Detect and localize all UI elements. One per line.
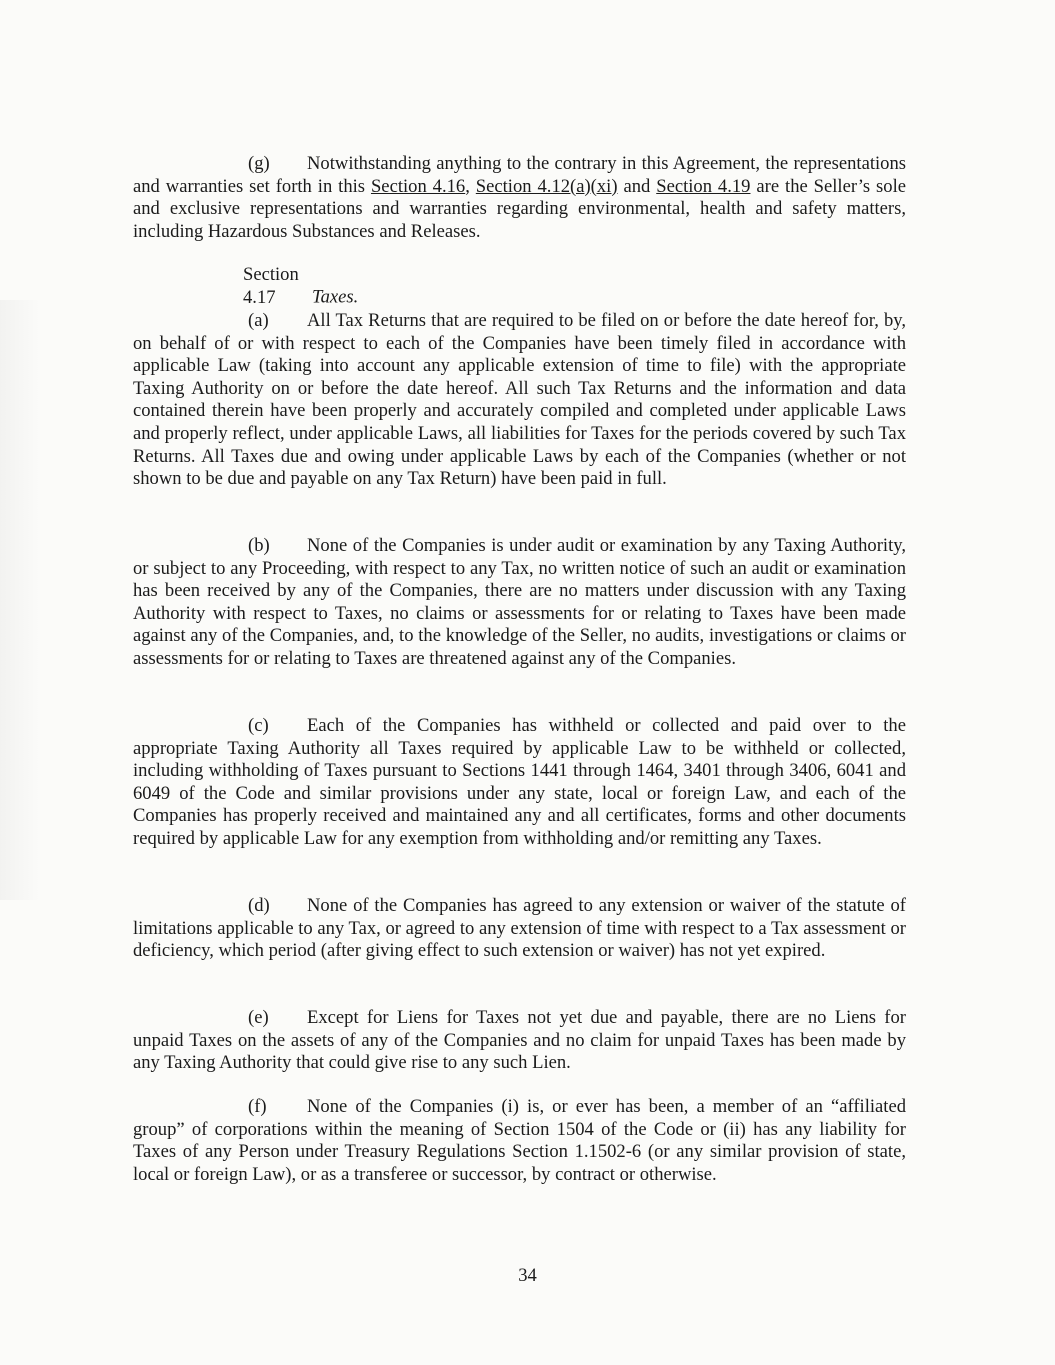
section-number: Section 4.17 (243, 264, 299, 308)
paragraph-d-label: (d) (248, 895, 270, 916)
paragraph-a-label: (a) (248, 310, 269, 331)
paragraph-a (133, 310, 906, 491)
page-number: 34 (518, 1265, 537, 1286)
paragraph-b-label: (b) (248, 535, 270, 556)
paragraph-g-label: (g) (248, 153, 270, 174)
paragraph-c-label: (c) (248, 715, 269, 736)
paragraph-c (133, 715, 906, 851)
paragraph-a-text: All Tax Returns that are required to be filed on or before the date hereof for, by, on behalf of or with respect to each of the Companies have been timely filed in accordance with applicable Law (taking into account any applicable extension of time to file) with the appropriate Taxing Authority on or before the date hereof. All such Tax Returns and the information and data contained therein have been properly and accurately compiled and completed under applicable Laws and properly reflect, under applicable Laws, all liabilities for Taxes for the periods covered by such Tax Returns. All Taxes due and owing under applicable Laws by each of the Companies (whether or not shown to be due and payable on any Tax Return) have been paid in full. (133, 310, 906, 490)
paragraph-d (133, 895, 906, 963)
paragraph-g-text-before: Notwithstanding anything to the contrary in this Agreement, the representations and warranties set forth in this (133, 153, 906, 197)
section-heading (243, 264, 358, 309)
paragraph-g: (g) Notwithstanding anything to the contrary in this Agreement, the representations and warranties set forth in this Section 4.16, Section 4.12(a)(xi) and Section 4.19 are the Seller’s sole and exclusive representations and warranties regarding environmental, health and safety matters, including Hazardous Substances and Releases. (133, 153, 907, 242)
paragraph-b-text: None of the Companies is under audit or examination by any Taxing Authority, or subject to any Proceeding, with respect to any Tax, no written notice of such an audit or examination has been received by any of the Companies, there are no matters under discussion with any Taxing Authority with respect to Taxes, no claims or assessments for or relating to Taxes have been made against any of the Companies, and, to the knowledge of the Seller, no audits, investigations or claims or assessments for or relating to Taxes are threatened against any of the Companies. (133, 535, 906, 669)
paragraph-f-text: None of the Companies (i) is, or ever has been, a member of an “affiliated group” of corporations within the meaning of Section 1504 of the Code or (ii) has any liability for Taxes of any Person under Treasury Regulations Section 1.1502-6 (or any similar provision of state, local or foreign Law), or as a transferee or successor, by contract or otherwise. (133, 1096, 906, 1185)
section-4-19-reference: Section 4.19 (656, 175, 751, 197)
paragraph-c-text: Each of the Companies has withheld or collected and paid over to the appropriate Taxing Authority all Taxes required by applicable Law to be withheld or collected, including withholding of Taxes pursuant to Sections 1441 through 1464, 3401 through 3406, 6041 and 6049 of the Code and similar provisions under any state, local or foreign Law, and each of the Companies has properly received and maintained any and all certificates, forms and other documents required by applicable Law for any exemption from withholding and/or remitting any Taxes. (133, 715, 906, 849)
paragraph-g-text-after: are the Seller’s sole and exclusive representations and warranties regarding environmental, health and safety matters, including Hazardous Substances and Releases. (133, 175, 907, 242)
scan-shadow (0, 300, 40, 900)
section-4-16-reference: Section 4.16 (370, 175, 466, 197)
paragraph-f (133, 1096, 906, 1186)
paragraph-e (133, 1007, 906, 1075)
section-4-12-reference: Section 4.12(a)(xi) (475, 175, 618, 197)
section-title: Taxes. (312, 286, 359, 308)
paragraph-e-label: (e) (248, 1007, 269, 1028)
paragraph-f-label: (f) (248, 1096, 267, 1117)
paragraph-d-text: None of the Companies has agreed to any extension or waiver of the statute of limitations applicable to any Tax, or agreed to any extension of time with respect to a Tax assessment or deficiency, which period (after giving effect to such extension or waiver) has not yet expired. (133, 895, 906, 962)
paragraph-b (133, 535, 906, 671)
paragraph-e-text: Except for Liens for Taxes not yet due and payable, there are no Liens for unpaid Taxes on the assets of any of the Companies and no claim for unpaid Taxes has been made by any Taxing Authority that could give rise to any such Lien. (133, 1007, 906, 1074)
